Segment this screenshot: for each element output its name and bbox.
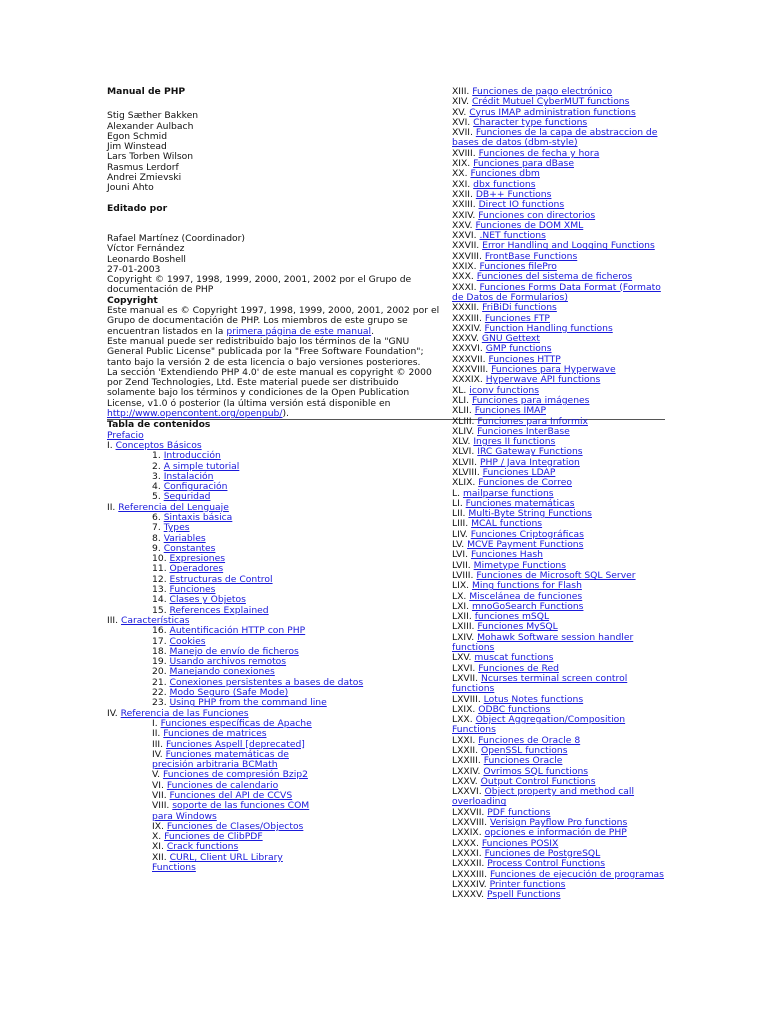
toc-entry-link[interactable]: IRC Gateway Functions: [477, 446, 583, 458]
prefacio-link[interactable]: Prefacio: [107, 429, 144, 441]
author-name: Andrei Zmievski: [107, 172, 182, 184]
toc-entry-number: LXI.: [452, 600, 472, 612]
toc-entry-number: X.: [152, 831, 165, 843]
toc-entry-number: XXX.: [452, 271, 477, 283]
toc-entry-link[interactable]: Funciones matemáticas: [465, 497, 575, 509]
toc-entry-number: LXXII.: [452, 745, 481, 756]
right-column: [452, 87, 668, 900]
toc-entry-link[interactable]: Ncurses terminal screen control functions: [452, 672, 628, 695]
toc-entry-link[interactable]: dbx functions: [473, 178, 536, 190]
toc-entry-link[interactable]: Mohawk Software session handler functions: [452, 631, 634, 654]
toc-entry-number: LXII.: [452, 611, 475, 623]
toc-entry-link[interactable]: Process Control Functions: [487, 858, 606, 870]
toc-entry-number: 18.: [152, 645, 170, 657]
toc-entry-number: XXI.: [452, 178, 474, 190]
toc-entry-number: XLIV.: [452, 425, 478, 437]
left-column: [107, 87, 447, 873]
toc-entry-number: XXIV.: [452, 209, 479, 221]
toc-entry-link[interactable]: Autentificación HTTP con PHP: [169, 625, 306, 637]
toc-entry-number: XXXV.: [452, 333, 482, 345]
toc-entry-link[interactable]: Funciones para imágenes: [471, 394, 590, 406]
toc-entry-link[interactable]: Funciones Hash: [470, 549, 543, 561]
toc-entry-link[interactable]: muscat functions: [474, 652, 554, 664]
toc-entry-number: XVI.: [452, 116, 474, 128]
toc-entry-link[interactable]: Output Control Functions: [480, 775, 596, 787]
toc-entry-link[interactable]: Funciones del sistema de ficheros: [476, 271, 633, 283]
toc-entry-link[interactable]: Funciones filePro: [479, 261, 557, 273]
toc-entry-link[interactable]: Funciones de Microsoft SQL Server: [476, 569, 636, 581]
toc-entry-link[interactable]: Object Aggregation/Composition Functions: [452, 714, 626, 736]
toc-entry-number: XXXI.: [452, 281, 480, 293]
toc-entry: [107, 750, 327, 771]
toc-entry-link[interactable]: Funciones dbm: [470, 168, 540, 180]
toc-entry-link[interactable]: PDF functions: [487, 806, 551, 818]
toc-entry-link[interactable]: Cookies: [169, 635, 206, 647]
toc-entry-number: 11.: [152, 563, 170, 575]
toc-entry-link[interactable]: soporte de las funciones COM para Windows: [152, 800, 310, 822]
toc-entry-link[interactable]: Funciones MySQL: [477, 621, 558, 633]
toc-entry: [452, 128, 668, 149]
table-of-contents: [107, 431, 447, 874]
toc-entry-link[interactable]: Funciones de matrices: [163, 728, 267, 740]
toc-entry-link[interactable]: Funciones FTP: [484, 312, 550, 324]
toc-entry-link[interactable]: Usando archivos remotos: [169, 656, 287, 668]
toc-entry-link[interactable]: Funciones Aspell [deprecated]: [165, 738, 305, 750]
toc-entry-link[interactable]: Funciones de fecha y hora: [478, 147, 600, 159]
toc-entry-number: XXXIII.: [452, 312, 485, 324]
toc-entry-number: II.: [107, 501, 119, 513]
toc-entry-link[interactable]: Características: [120, 614, 190, 626]
toc-entry-number: XX.: [452, 168, 471, 180]
toc-entry-number: 23.: [152, 697, 170, 709]
toc-entry-link[interactable]: .NET functions: [479, 230, 546, 242]
toc-entry-number: LXXIII.: [452, 755, 484, 767]
toc-entry-number: LVIII.: [452, 569, 477, 581]
toc-entry-number: LXXXI.: [452, 847, 485, 859]
toc-entry-number: LXXXIII.: [452, 868, 490, 880]
toc-entry-number: XXXVIII.: [452, 364, 492, 376]
toc-entry-number: XIII.: [452, 86, 473, 97]
toc-entry-link[interactable]: Funciones de pago electrónico: [472, 86, 613, 97]
toc-entry-number: LXVIII.: [452, 693, 484, 705]
toc-entry-number: IV.: [107, 707, 121, 719]
copyright-text-end: .: [371, 325, 375, 337]
copyright-paragraph: [107, 306, 447, 337]
toc-entry-link[interactable]: Funciones LDAP: [482, 466, 556, 478]
toc-entry-number: 15.: [152, 604, 170, 616]
author-name: Stig Sæther Bakken: [107, 110, 199, 122]
author-name: Jouni Ahto: [107, 182, 154, 194]
publication-date: 27-01-2003: [107, 263, 161, 275]
toc-entry-number: XI.: [152, 841, 167, 853]
function-reference-list: [452, 87, 668, 900]
toc-entry-link[interactable]: iconv functions: [469, 384, 539, 396]
toc-entry-number: XLVI.: [452, 446, 478, 458]
toc-entry-link[interactable]: Funciones: [169, 584, 216, 596]
toc-entry-link[interactable]: Object property and method call overloading: [452, 786, 635, 808]
toc-entry-number: XXVI.: [452, 230, 480, 242]
toc-entry-link[interactable]: funciones mSQL: [474, 611, 550, 623]
toc-entry-link[interactable]: Modo Seguro (Safe Mode): [169, 687, 289, 699]
toc-entry-number: XXIII.: [452, 199, 479, 211]
toc-entry-number: I.: [152, 717, 161, 729]
toc-entry-number: LXXI.: [452, 734, 479, 746]
toc-entry-number: XXXIV.: [452, 322, 485, 334]
toc-entry-link[interactable]: Referencia de las Funciones: [120, 707, 249, 719]
toc-entry-link[interactable]: Funciones de Correo: [478, 477, 573, 489]
toc-entry-number: XII.: [152, 851, 170, 863]
toc-entry-link[interactable]: Seguridad: [163, 491, 211, 503]
toc-entry-link[interactable]: CURL, Client URL Library Functions: [152, 851, 283, 874]
toc-entry-number: LVII.: [452, 559, 474, 571]
toc-entry-link[interactable]: Ming functions for Flash: [471, 580, 582, 592]
toc-entry-number: 6.: [152, 511, 164, 523]
toc-entry-link[interactable]: Funciones HTTP: [488, 353, 561, 365]
toc-entry-link[interactable]: Manejando conexiones: [169, 666, 275, 678]
toc-entry-number: XIV.: [452, 96, 472, 108]
toc-entry-number: XXII.: [452, 188, 476, 200]
toc-entry-number: LXXVIII.: [452, 817, 490, 829]
toc-entry-number: 20.: [152, 666, 170, 678]
toc-entry-number: XXXII.: [452, 302, 483, 314]
toc-entry-number: XLVIII.: [452, 466, 483, 478]
toc-entry-link[interactable]: Multi-Byte String Functions: [468, 508, 592, 520]
toc-entry-link[interactable]: FrontBase Functions: [484, 250, 578, 262]
toc-entry-link[interactable]: MCVE Payment Functions: [467, 539, 584, 551]
toc-entry-number: XLVII.: [452, 456, 480, 468]
toc-entry-link[interactable]: Funciones de PostgreSQL: [484, 847, 601, 859]
toc-entry-number: 2.: [152, 460, 164, 472]
toc-entry-number: LXVI.: [452, 662, 479, 674]
toc-entry-number: 12.: [152, 573, 170, 585]
toc-entry-number: 9.: [152, 542, 164, 554]
toc-entry-number: LXXXII.: [452, 858, 488, 870]
toc-entry-link[interactable]: Mimetype Functions: [473, 559, 567, 571]
toc-entry-link[interactable]: Funciones de Oracle 8: [478, 734, 581, 746]
toc-entry-link[interactable]: Funciones de ejecución de programas: [489, 868, 664, 880]
toc-entry-link[interactable]: PHP / Java Integration: [479, 456, 580, 468]
toc-entry-number: 21.: [152, 676, 170, 688]
toc-entry-number: XLIX.: [452, 477, 479, 489]
toc-entry-link[interactable]: Funciones de la capa de abstraccion de bases de datos (dbm-style): [452, 127, 658, 149]
toc-entry-number: XXVII.: [452, 240, 483, 252]
toc-entry-number: IV.: [152, 748, 166, 760]
toc-entry: [452, 674, 668, 695]
toc-entry-link[interactable]: FriBiDi functions: [482, 302, 557, 314]
toc-entry-link[interactable]: Expresiones: [169, 553, 226, 565]
toc-entry-number: LXXX.: [452, 837, 482, 849]
toc-entry-link[interactable]: Funciones de calendario: [166, 779, 279, 791]
toc-entry-number: XXXVI.: [452, 343, 486, 355]
copyright-line: Copyright © 1997, 1998, 1999, 2000, 2001, 2002 por el Grupo de documentación de PHP: [107, 274, 412, 296]
toc-entry: [452, 787, 668, 808]
toc-entry: [452, 633, 668, 654]
toc-entry-link[interactable]: Printer functions: [489, 878, 566, 890]
toc-entry-number: LXXIV.: [452, 765, 484, 777]
toc-entry-link[interactable]: Conceptos Básicos: [115, 439, 202, 451]
author-name: Jim Winstead: [107, 141, 167, 153]
toc-entry-number: III.: [152, 738, 166, 750]
toc-entry-link[interactable]: OpenSSL functions: [480, 745, 568, 756]
toc-entry-number: XLI.: [452, 394, 472, 406]
toc-entry-link[interactable]: Crédit Mutuel CyberMUT functions: [471, 96, 630, 108]
toc-entry-number: 8.: [152, 532, 164, 544]
toc-entry-number: LVI.: [452, 549, 471, 561]
toc-entry-link[interactable]: Character type functions: [473, 116, 588, 128]
toc-entry-link[interactable]: Funciones para Informix: [477, 415, 588, 427]
toc-entry-link[interactable]: Hyperwave API functions: [485, 374, 601, 386]
toc-entry-number: V.: [152, 769, 163, 781]
toc-entry-number: XXIX.: [452, 261, 480, 273]
toc-entry-number: LII.: [452, 508, 469, 520]
toc-entry-number: XIX.: [452, 158, 474, 170]
toc-entry-link[interactable]: Funciones Forms Data Format (Formato de Datos de Formularios): [452, 281, 661, 303]
editor-name: Rafael Martínez (Coordinador): [107, 232, 246, 244]
toc-entry-link[interactable]: Instalación: [163, 470, 214, 482]
toc-entry-number: XVIII.: [452, 147, 479, 159]
toc-entry-number: 14.: [152, 594, 170, 606]
toc-entry-number: LXXIX.: [452, 827, 485, 839]
toc-entry-link[interactable]: Conexiones persistentes a bases de datos: [169, 676, 364, 688]
toc-entry-number: VII.: [152, 790, 170, 801]
editor-name: Leonardo Boshell: [107, 253, 186, 265]
toc-entry-number: LI.: [452, 497, 466, 509]
toc-entry-number: LXIV.: [452, 631, 478, 643]
toc-entry-link[interactable]: opciones e información de PHP: [484, 827, 627, 839]
toc-entry-link[interactable]: Funciones con directorios: [478, 209, 596, 221]
toc-entry-link[interactable]: Funciones de Red: [478, 662, 559, 674]
toc-entry-number: LXIII.: [452, 621, 478, 633]
toc-entry-number: LIV.: [452, 528, 471, 540]
first-page-link[interactable]: primera página de este manual: [226, 325, 372, 337]
toc-entry-number: LXV.: [452, 652, 475, 664]
toc-entry: [452, 890, 668, 900]
toc-entry-link[interactable]: Funciones Oracle: [483, 755, 563, 767]
toc-entry-number: 10.: [152, 553, 170, 565]
toc-entry-link[interactable]: Verisign Payflow Pro functions: [489, 817, 628, 829]
toc-entry-link[interactable]: Referencia del Lenguaje: [118, 501, 229, 513]
toc-entry-link[interactable]: Funciones de ClibPDF: [164, 831, 263, 843]
toc-entry-number: 5.: [152, 491, 164, 503]
toc-entry-link[interactable]: GMP functions: [485, 343, 552, 355]
toc-entry-link[interactable]: Funciones IMAP: [474, 405, 546, 417]
toc-entry-number: 1.: [152, 450, 164, 462]
toc-entry-link[interactable]: Types: [163, 522, 190, 534]
copyright-text: Este manual es © Copyright 1997, 1998, 1999, 2000, 2001, 2002 por el Grupo de documentación de PHP. Los miembros de este grupo se encuentran listados en la: [107, 305, 440, 337]
copyright-heading: Copyright: [107, 294, 158, 306]
toc-entry-link[interactable]: Introducción: [163, 450, 221, 462]
toc-entry-link[interactable]: Funciones InterBase: [477, 425, 570, 437]
author-list: [107, 111, 447, 193]
toc-entry-link[interactable]: MCAL functions: [471, 518, 543, 530]
toc-entry-number: VI.: [152, 779, 167, 791]
editor-name: Víctor Fernández: [107, 243, 185, 255]
toc-entry-number: LV.: [452, 539, 468, 551]
toc-entry-link[interactable]: Funciones para dBase: [473, 158, 574, 170]
toc-entry-link[interactable]: Funciones del API de CCVS: [169, 790, 293, 801]
toc-entry: [107, 853, 327, 874]
toc-entry-number: I.: [107, 439, 116, 451]
toc-entry-link[interactable]: Funciones Criptográficas: [470, 528, 584, 540]
toc-entry-number: 7.: [152, 522, 164, 534]
toc-entry-number: LXXVI.: [452, 786, 485, 798]
toc-entry-number: 19.: [152, 656, 170, 668]
toc-entry-link[interactable]: Manejo de envío de ficheros: [169, 645, 299, 657]
toc-entry-number: XVII.: [452, 127, 476, 139]
toc-entry-link[interactable]: Funciones de Clases/Objectos: [166, 820, 304, 832]
toc-entry-number: LIII.: [452, 518, 472, 530]
toc-entry-number: LXX.: [452, 714, 476, 726]
openpub-link[interactable]: http://www.opencontent.org/openpub/: [107, 408, 283, 420]
toc-entry-link[interactable]: Ovrimos SQL functions: [483, 765, 589, 777]
toc-entry-link[interactable]: Constantes: [163, 542, 216, 554]
toc-entry-number: XV.: [452, 106, 470, 118]
toc-entry-link[interactable]: Miscelánea de funciones: [469, 590, 583, 602]
toc-entry: [452, 283, 668, 304]
author-name: Rasmus Lerdorf: [107, 161, 179, 173]
toc-entry-number: XXVIII.: [452, 250, 485, 262]
toc-entry-number: LIX.: [452, 580, 472, 592]
toc-entry-number: XLV.: [452, 436, 474, 448]
toc-entry-number: 4.: [152, 481, 164, 493]
toc-entry-link[interactable]: mailparse functions: [462, 487, 554, 499]
extension-paragraph: [107, 368, 447, 419]
toc-entry-link[interactable]: Sintaxis básica: [163, 511, 233, 523]
page-title: Manual de PHP: [107, 86, 186, 97]
toc-entry-link[interactable]: References Explained: [169, 604, 269, 616]
toc-entry-number: XXV.: [452, 219, 476, 231]
toc-entry-number: XLIII.: [452, 415, 478, 427]
toc-entry-number: XL.: [452, 384, 470, 396]
toc-entry-link[interactable]: Function Handling functions: [484, 322, 613, 334]
license-paragraph: Este manual puede ser redistribuido bajo los términos de la "GNU General Public License" publicada por la "Free Software Foundation"; tanto bajo la versión 2 de esta licencia o bajo versiones posteriores.: [107, 335, 424, 368]
toc-entry-link[interactable]: Lotus Notes functions: [483, 693, 584, 705]
toc-entry-link[interactable]: Operadores: [169, 563, 224, 575]
toc-entry-link[interactable]: Funciones de compresión Bzip2: [162, 769, 308, 781]
toc-entry-link[interactable]: Ingres II functions: [473, 436, 556, 448]
toc-entry-link[interactable]: Clases y Objetos: [169, 594, 246, 606]
toc-entry-link[interactable]: Funciones matemáticas de precisión arbitraria BCMath: [152, 748, 289, 771]
toc-entry-link[interactable]: Configuración: [163, 481, 228, 493]
toc-entry-link[interactable]: A simple tutorial: [163, 460, 240, 472]
toc-entry-link[interactable]: GNU Gettext: [481, 333, 540, 345]
toc-entry-number: XXXVII.: [452, 353, 489, 365]
toc-entry-link[interactable]: Funciones POSIX: [481, 837, 559, 849]
toc-entry-number: 16.: [152, 625, 170, 637]
toc-entry-number: LXVII.: [452, 672, 481, 684]
toc-entry-link[interactable]: ODBC functions: [478, 703, 551, 715]
toc-entry-number: 13.: [152, 584, 170, 596]
toc-entry-link[interactable]: Pspell Functions: [486, 889, 561, 901]
toc-entry-link[interactable]: Estructuras de Control: [169, 573, 273, 585]
toc-entry-link[interactable]: Funciones específicas de Apache: [160, 717, 312, 729]
toc-entry-link[interactable]: Using PHP from the command line: [169, 697, 327, 709]
toc-entry-number: LXXV.: [452, 775, 481, 787]
toc-entry-link[interactable]: Funciones para Hyperwave: [491, 364, 616, 376]
toc-entry-number: LXXXIV.: [452, 878, 490, 890]
author-name: Lars Torben Wilson: [107, 151, 194, 163]
toc-entry: [452, 715, 668, 736]
author-name: Alexander Aulbach: [107, 120, 194, 132]
toc-entry-number: XLII.: [452, 405, 475, 417]
edited-by-heading: Editado por: [107, 202, 168, 214]
toc-entry-number: IX.: [152, 820, 167, 832]
toc-entry-link[interactable]: DB++ Functions: [475, 188, 552, 200]
toc-entry-link[interactable]: Variables: [163, 532, 206, 544]
toc-entry: [107, 801, 327, 822]
toc-entry-link[interactable]: Error Handling and Logging Functions: [482, 240, 655, 252]
toc-entry-number: II.: [152, 728, 164, 740]
editor-list: [107, 234, 447, 265]
toc-entry-number: VIII.: [152, 800, 173, 812]
toc-entry-number: XXXIX.: [452, 374, 486, 386]
toc-entry-link[interactable]: mnoGoSearch Functions: [471, 600, 584, 612]
toc-entry-number: 22.: [152, 687, 170, 699]
toc-entry-number: 3.: [152, 470, 164, 482]
extension-text-end: ).: [282, 408, 289, 420]
toc-entry-link[interactable]: Funciones de DOM XML: [475, 219, 584, 231]
toc-entry-number: L.: [452, 487, 463, 499]
toc-entry-link[interactable]: Crack functions: [166, 841, 239, 853]
toc-entry-number: LXIX.: [452, 703, 479, 715]
toc-entry-number: LXXXV.: [452, 889, 487, 901]
toc-entry-number: 17.: [152, 635, 170, 647]
toc-entry-link[interactable]: Direct IO functions: [478, 199, 565, 211]
toc-entry-link[interactable]: Cyrus IMAP administration functions: [469, 106, 636, 118]
toc-entry-number: III.: [107, 614, 121, 626]
toc-heading: Tabla de contenidos: [107, 419, 665, 430]
extension-text: La sección 'Extendiendo PHP 4.0' de este manual es copyright © 2000 por Zend Technologies, Ltd. Este material puede ser distribuido solamente bajo los términos y condiciones de la Open Publication License, v1.0 ó posterior (la última versión está disponible en: [107, 366, 432, 409]
author-name: Egon Schmid: [107, 130, 168, 142]
toc-entry-number: LXXVII.: [452, 806, 488, 818]
toc-entry-number: LX.: [452, 590, 470, 602]
